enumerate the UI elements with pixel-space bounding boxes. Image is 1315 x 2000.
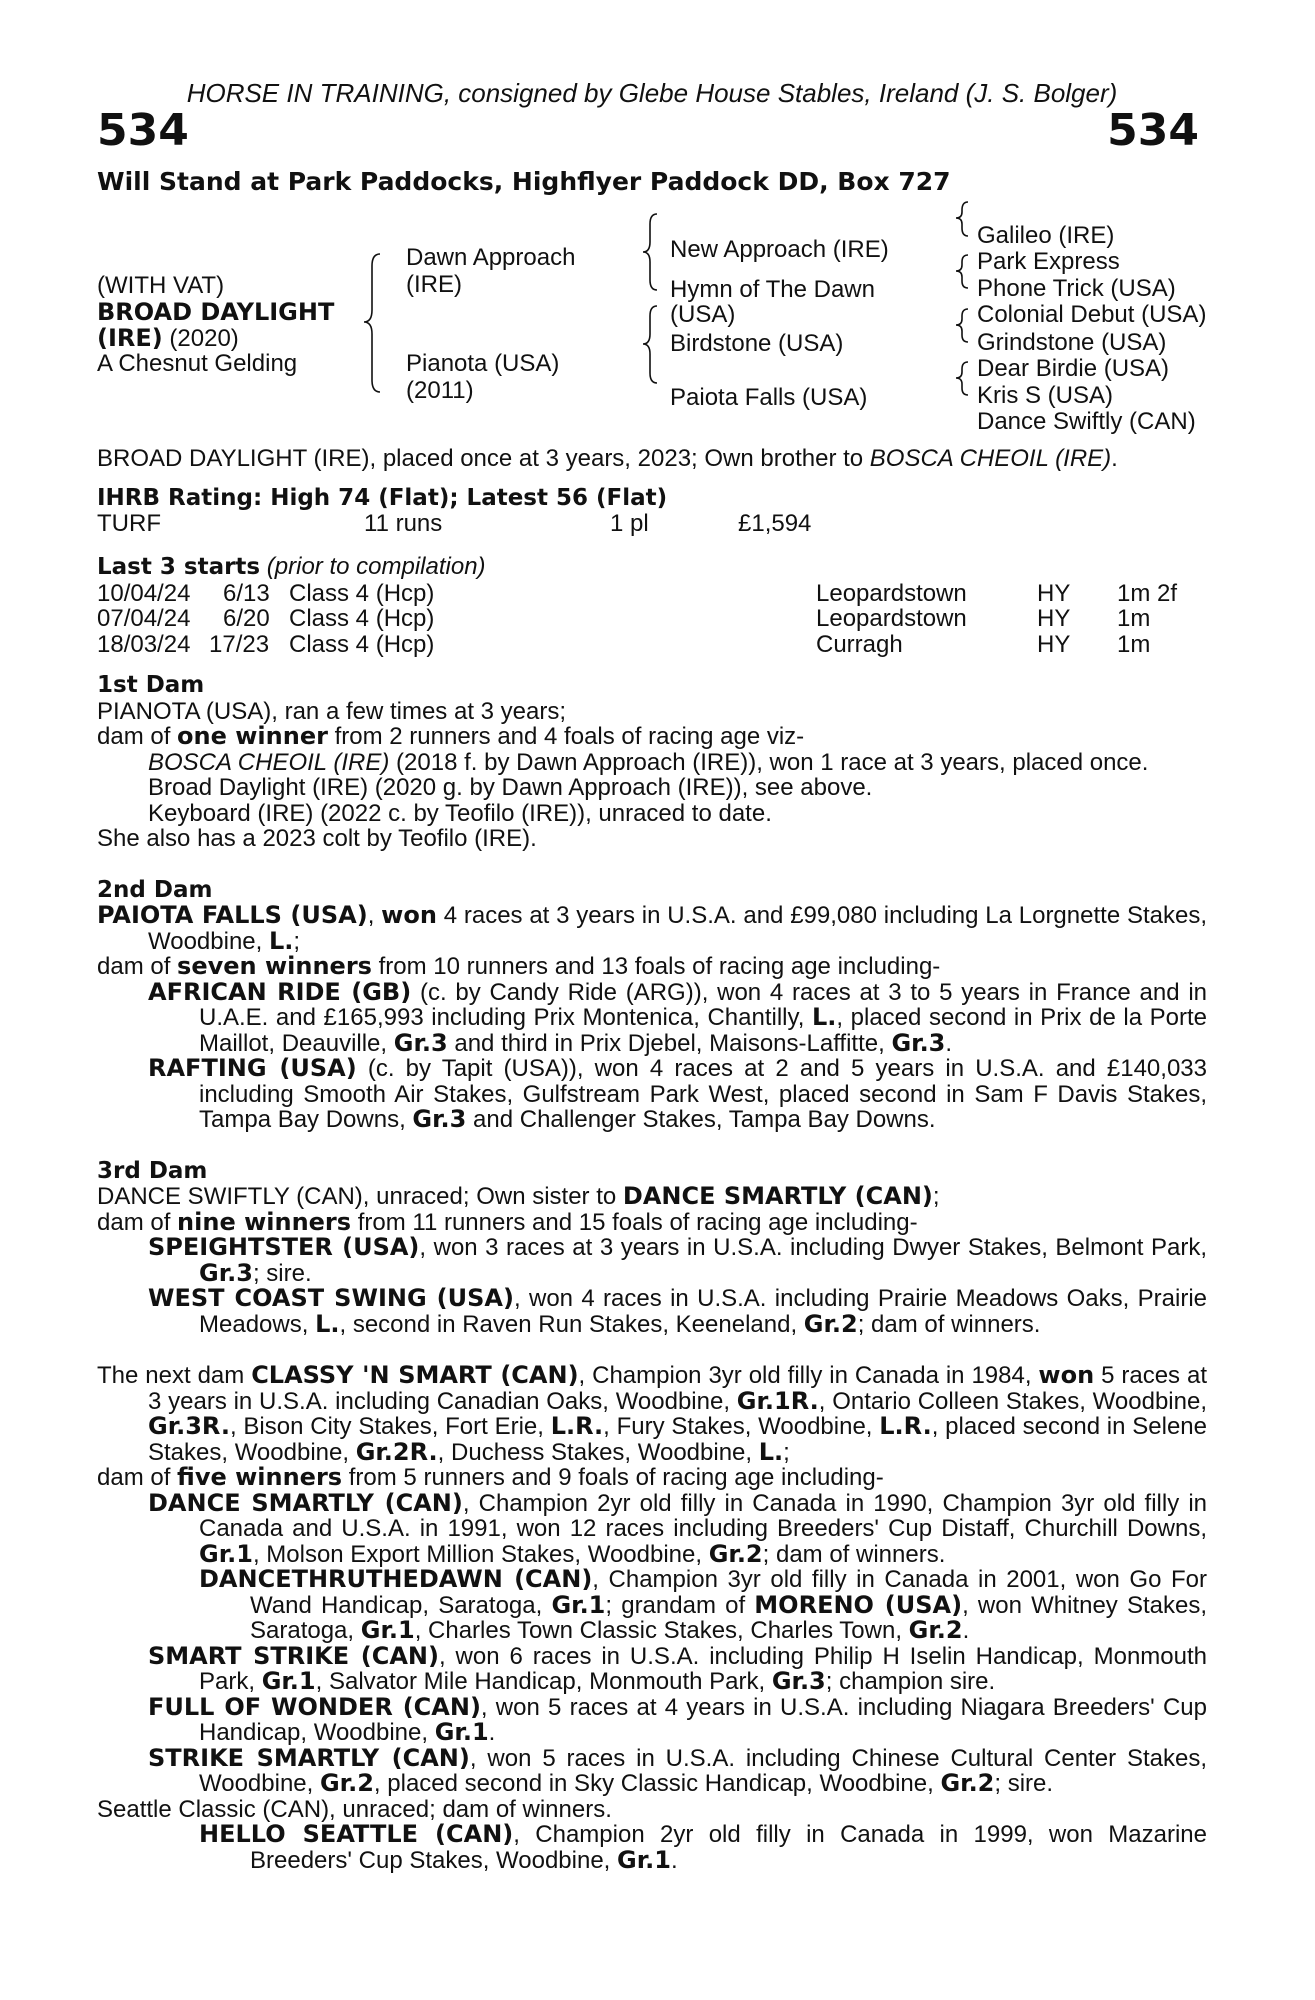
- text: 5 races at 3 years in U.S.A. including Canadian Oaks, Woodbine,: [148, 1362, 1207, 1415]
- grade: Gr.2: [908, 1616, 963, 1644]
- summary-text: BROAD DAYLIGHT (IRE), placed once at 3 years, 2023; Own brother to: [97, 445, 870, 472]
- pedigree-table: [97, 198, 1207, 435]
- lot-number-right: 534: [1107, 105, 1199, 156]
- grand-offspring-entry: [97, 1822, 1207, 1873]
- winners-count: five winners: [177, 1463, 343, 1491]
- start-date: 10/04/24: [97, 579, 191, 607]
- offspring-entry: [97, 1743, 1207, 1797]
- sire-dam-country: (USA): [670, 301, 736, 328]
- sire-dam: Hymn of The Dawn: [670, 276, 875, 303]
- text: .: [670, 1846, 678, 1874]
- text: , placed second in Selene Stakes, Woodbine,: [148, 1413, 1207, 1466]
- text: ; dam of winners.: [762, 1540, 946, 1568]
- offspring-entry: [97, 1488, 1207, 1568]
- rating-surface: TURF: [97, 510, 161, 537]
- offspring-name: FULL OF WONDER (CAN): [148, 1692, 481, 1721]
- text: , placed second in Prix de la Porte Maillot, Deauville,: [199, 1004, 1207, 1057]
- text: The next dam: [97, 1362, 252, 1389]
- sire-dam-dam: Colonial Debut (USA): [977, 301, 1207, 328]
- grade: Gr.3: [199, 1258, 253, 1287]
- text: ; sire.: [994, 1770, 1054, 1797]
- sire-sire: New Approach (IRE): [670, 236, 889, 263]
- start-going: HY: [1037, 630, 1071, 658]
- offspring-entry: Broad Daylight (IRE) (2020 g. by Dawn Approach (IRE)), see above.: [148, 774, 873, 801]
- text: , Duchess Stakes, Woodbine,: [437, 1438, 759, 1466]
- third-dam-line: [97, 1184, 1207, 1210]
- start-course: Leopardstown: [816, 605, 967, 632]
- horse-name: BROAD DAYLIGHT: [97, 298, 335, 326]
- dam-sire-sire: Grindstone (USA): [977, 329, 1167, 356]
- first-dam-line: PIANOTA (USA), ran a few times at 3 years;: [97, 697, 567, 725]
- text: dam of: [97, 1464, 178, 1491]
- grade: L.R.: [879, 1412, 932, 1440]
- sire-bracket: [643, 214, 657, 290]
- offspring-entry: Keyboard (IRE) (2022 c. by Teofilo (IRE)), unraced to date.: [148, 799, 772, 827]
- start-distance: 1m 2f: [1117, 579, 1178, 607]
- won: won: [381, 901, 437, 929]
- start-going: HY: [1037, 579, 1071, 607]
- text: , Fury Stakes, Woodbine,: [603, 1413, 880, 1440]
- text: ; champion sire.: [825, 1668, 996, 1695]
- grand-offspring-entry: [97, 1567, 1207, 1644]
- start-position: 6/13: [223, 579, 270, 607]
- text: , Molson Export Million Stakes, Woodbine,: [252, 1540, 709, 1568]
- text: ;: [783, 1438, 790, 1466]
- dam-sire: Birdstone (USA): [670, 330, 844, 357]
- winners-count: seven winners: [177, 952, 372, 980]
- text: ; grandam of: [605, 1591, 755, 1619]
- text: ;: [293, 927, 301, 955]
- stand-location: Will Stand at Park Paddocks, Highflyer Paddock DD, Box 727: [97, 167, 951, 196]
- text: (c. by Candy Ride (ARG)), won 4 races at 3 to 5 years in France and in U.A.E. and £165,993 including Prix Montenica, Chantilly,: [199, 978, 1207, 1031]
- bracket-ds: [956, 309, 968, 342]
- start-position: 6/20: [223, 605, 270, 632]
- text: , won 4 races in U.S.A. including Prairie Meadows Oaks, Prairie Meadows,: [199, 1285, 1208, 1338]
- last-starts-section: [97, 554, 1207, 657]
- text: , Ontario Colleen Stakes, Woodbine,: [818, 1387, 1207, 1415]
- offspring-name: DANCETHRUTHEDAWN (CAN): [199, 1565, 593, 1593]
- sire-sire-dam: Park Express: [977, 248, 1120, 275]
- offspring-name: HELLO SEATTLE (CAN): [199, 1820, 514, 1848]
- main-bracket: [364, 254, 380, 392]
- lot-number-left: 534: [97, 105, 189, 156]
- grade: Gr.2R.: [355, 1437, 438, 1466]
- start-class: Class 4 (Hcp): [289, 630, 435, 658]
- lot-number-row: [97, 105, 1207, 158]
- text: ,: [367, 902, 382, 929]
- last-starts-table: [97, 581, 1207, 658]
- text: from 11 runners and 15 foals of racing age including-: [351, 1208, 918, 1236]
- bracket-ss: [956, 202, 968, 236]
- text: dam of: [97, 953, 178, 980]
- summary-end: .: [1111, 445, 1118, 472]
- dam-dam: Paiota Falls (USA): [670, 384, 868, 411]
- offspring-name: AFRICAN RIDE (GB): [148, 977, 412, 1006]
- grade: L.: [315, 1309, 340, 1338]
- grade: Gr.2: [940, 1769, 995, 1797]
- start-class: Class 4 (Hcp): [289, 605, 435, 632]
- won: won: [1038, 1361, 1095, 1389]
- text: , Champion 3yr old filly in Canada in 1984,: [578, 1362, 1039, 1389]
- grade: L.R.: [550, 1412, 604, 1440]
- start-course: Curragh: [816, 630, 903, 658]
- offspring-entry: Seattle Classic (CAN), unraced; dam of winners.: [97, 1795, 612, 1823]
- first-dam-note: She also has a 2023 colt by Teofilo (IRE).: [97, 825, 537, 852]
- summary-brother: BOSCA CHEOIL (IRE): [869, 445, 1112, 472]
- offspring-entry: [97, 1056, 1207, 1133]
- first-dam-produce: [97, 724, 1207, 750]
- grade: Gr.3: [771, 1667, 826, 1695]
- first-dam-section: [97, 673, 1207, 852]
- grade: Gr.3: [891, 1028, 946, 1057]
- start-row: [97, 632, 1207, 658]
- text: .: [488, 1719, 496, 1746]
- rating-placed: 1 pl: [610, 510, 649, 537]
- offspring-name: SMART STRIKE (CAN): [148, 1641, 439, 1670]
- dam-name: CLASSY 'N SMART (CAN): [251, 1361, 579, 1389]
- text: , second in Raven Run Stakes, Keeneland,: [339, 1310, 804, 1338]
- text: 4 races at 3 years in U.S.A. and £99,080 including La Lorgnette Stakes, Woodbine,: [148, 902, 1207, 955]
- rating-section: [97, 486, 1207, 538]
- grade: Gr.1: [551, 1590, 606, 1619]
- start-distance: 1m: [1117, 630, 1151, 658]
- third-dam-section: [97, 1159, 1207, 1338]
- grade: Gr.1: [434, 1718, 489, 1746]
- rating-row: [97, 511, 1207, 537]
- text: ; dam of winners.: [857, 1310, 1041, 1338]
- start-position: 17/23: [209, 630, 270, 658]
- offspring-text: (2018 f. by Dawn Approach (IRE)), won 1 race at 3 years, placed once.: [389, 748, 1149, 776]
- horse-description: A Chesnut Gelding: [97, 350, 298, 377]
- offspring-entry: [97, 1692, 1207, 1746]
- horse-origin: [97, 324, 239, 353]
- bracket-sd: [956, 255, 968, 288]
- grade: L.: [758, 1437, 784, 1466]
- grade: Gr.2: [708, 1539, 763, 1568]
- text: DANCE SWIFTLY (CAN), unraced; Own sister to: [97, 1183, 623, 1210]
- grade: Gr.3: [393, 1028, 448, 1057]
- start-class: Class 4 (Hcp): [289, 579, 435, 607]
- start-course: Leopardstown: [816, 579, 967, 607]
- offspring-name: DANCE SMARTLY (CAN): [148, 1488, 463, 1517]
- grade: Gr.2: [803, 1309, 858, 1338]
- second-dam-record: [97, 903, 1207, 954]
- text: , Bison City Stakes, Fort Erie,: [229, 1413, 551, 1440]
- grade: L.: [268, 926, 294, 955]
- start-going: HY: [1037, 605, 1071, 632]
- text: (c. by Tapit (USA)), won 4 races at 2 and 5 years in U.S.A. and £140,033 including Smooth Air Stakes, Gulfstream Park West, placed second in Sam F Davis Stakes, Tampa Bay Downs,: [199, 1055, 1207, 1133]
- dam-dam-sire: Kris S (USA): [977, 382, 1114, 409]
- grade: Gr.1R.: [736, 1386, 819, 1415]
- start-row: [97, 606, 1207, 632]
- horse-country: (IRE): [97, 324, 163, 352]
- dam-name: PAIOTA FALLS (USA): [97, 901, 368, 929]
- last-starts-note: (prior to compilation): [260, 553, 486, 580]
- text: from 10 runners and 13 foals of racing age including-: [371, 953, 941, 980]
- third-dam-heading: 3rd Dam: [97, 1157, 208, 1184]
- offspring-name: STRIKE SMARTLY (CAN): [148, 1743, 470, 1772]
- start-date: 07/04/24: [97, 605, 191, 632]
- offspring-entry: [97, 1641, 1207, 1695]
- grade: Gr.1: [261, 1667, 316, 1695]
- text: and third in Prix Djebel, Maisons-Laffitte,: [447, 1029, 892, 1057]
- text: ; sire.: [252, 1259, 312, 1287]
- grade: Gr.1: [360, 1616, 415, 1644]
- text: , won 3 races at 3 years in U.S.A. including Dwyer Stakes, Belmont Park,: [419, 1234, 1207, 1261]
- text: dam of: [97, 1208, 178, 1236]
- last-starts-heading: [97, 554, 1207, 581]
- vat-note: (WITH VAT): [97, 272, 225, 299]
- grade: Gr.3R.: [148, 1412, 230, 1440]
- dam-dam-dam: Dance Swiftly (CAN): [977, 408, 1196, 435]
- summary-line: [97, 446, 1207, 472]
- offspring-name: SPEIGHTSTER (USA): [148, 1233, 420, 1261]
- text: .: [962, 1617, 970, 1644]
- first-dam-heading: 1st Dam: [97, 672, 205, 698]
- offspring-name: MORENO (USA): [754, 1590, 963, 1619]
- offspring-entry: [97, 750, 1207, 776]
- offspring-name: BOSCA CHEOIL (IRE): [148, 748, 390, 776]
- second-dam-produce: [97, 954, 1207, 980]
- start-date: 18/03/24: [97, 630, 191, 658]
- rating-earnings: £1,594: [738, 510, 812, 537]
- next-dam-section: [97, 1363, 1207, 1873]
- text: , won 5 races at 4 years in U.S.A. including Niagara Breeders' Cup Handicap, Woodbine,: [199, 1693, 1207, 1746]
- text: , Salvator Mile Handicap, Monmouth Park,: [315, 1668, 772, 1695]
- last-starts-title: Last 3 starts: [97, 554, 261, 580]
- winners-count: nine winners: [177, 1207, 352, 1236]
- next-dam-produce: [97, 1465, 1207, 1491]
- grade: Gr.1: [617, 1845, 671, 1874]
- grade: L.: [811, 1003, 837, 1031]
- text: from 2 runners and 4 foals of racing age viz-: [327, 723, 805, 750]
- text: from 5 runners and 9 foals of racing age including-: [342, 1464, 884, 1491]
- offspring-entry: [97, 977, 1207, 1057]
- winners-count: one winner: [177, 722, 328, 750]
- text: .: [945, 1029, 953, 1057]
- text: , Charles Town Classic Stakes, Charles Town,: [414, 1617, 909, 1644]
- next-dam-record: [97, 1363, 1207, 1465]
- rating-runs: 11 runs: [364, 510, 443, 537]
- sire-name: Dawn Approach: [406, 244, 576, 271]
- catalogue-page: [97, 78, 1207, 1873]
- text: , won Whitney Stakes, Saratoga,: [250, 1591, 1208, 1644]
- second-dam-section: [97, 878, 1207, 1133]
- third-dam-produce: [97, 1207, 1207, 1236]
- offspring-name: RAFTING (USA): [148, 1054, 357, 1082]
- offspring-name: WEST COAST SWING (USA): [148, 1284, 514, 1312]
- text: , won 6 races in U.S.A. including Philip H Iselin Handicap, Monmouth Park,: [199, 1642, 1207, 1695]
- text: and Challenger Stakes, Tampa Bay Downs.: [466, 1106, 936, 1133]
- text: , Champion 3yr old filly in Canada in 2001, won Go For Wand Handicap, Saratoga,: [250, 1566, 1207, 1619]
- text: , Champion 2yr old filly in Canada in 1999, won Mazarine Breeders' Cup Stakes, Woodbine,: [250, 1821, 1208, 1874]
- consignment-line: HORSE IN TRAINING, consigned by Glebe House Stables, Ireland (J. S. Bolger): [186, 78, 1118, 108]
- text: , Champion 2yr old filly in Canada in 1990, Champion 3yr old filly in Canada and U.S.A. in 1991, won 12 races including Breeders' Cup Distaff, Churchill Downs,: [199, 1489, 1207, 1542]
- text: dam of: [97, 723, 178, 750]
- bracket-dd: [956, 362, 968, 395]
- second-dam-heading: 2nd Dam: [97, 876, 213, 903]
- start-distance: 1m: [1117, 605, 1151, 632]
- grade: Gr.1: [199, 1539, 253, 1568]
- horse-year: (2020): [162, 325, 239, 352]
- sire-sire-sire: Galileo (IRE): [977, 222, 1115, 249]
- text: , won 5 races in U.S.A. including Chinese Cultural Center Stakes, Woodbine,: [199, 1744, 1207, 1797]
- offspring-entry: [97, 1235, 1207, 1286]
- offspring-entry: [97, 1286, 1207, 1337]
- sister-name: DANCE SMARTLY (CAN): [622, 1182, 933, 1210]
- dam-sire-dam: Dear Birdie (USA): [977, 355, 1170, 382]
- sire-dam-sire: Phone Trick (USA): [977, 275, 1176, 302]
- grade: Gr.3: [412, 1105, 467, 1133]
- dam-bracket: [643, 306, 657, 383]
- sire-country: (IRE): [406, 271, 462, 298]
- text: , placed second in Sky Classic Handicap, Woodbine,: [373, 1770, 941, 1797]
- rating-heading: IHRB Rating: High 74 (Flat); Latest 56 (Flat): [97, 484, 668, 511]
- text: ;: [932, 1183, 940, 1210]
- start-row: [97, 581, 1207, 607]
- grade: Gr.2: [319, 1769, 374, 1797]
- dam-year: (2011): [406, 377, 474, 404]
- dam-name: Pianota (USA): [406, 350, 560, 377]
